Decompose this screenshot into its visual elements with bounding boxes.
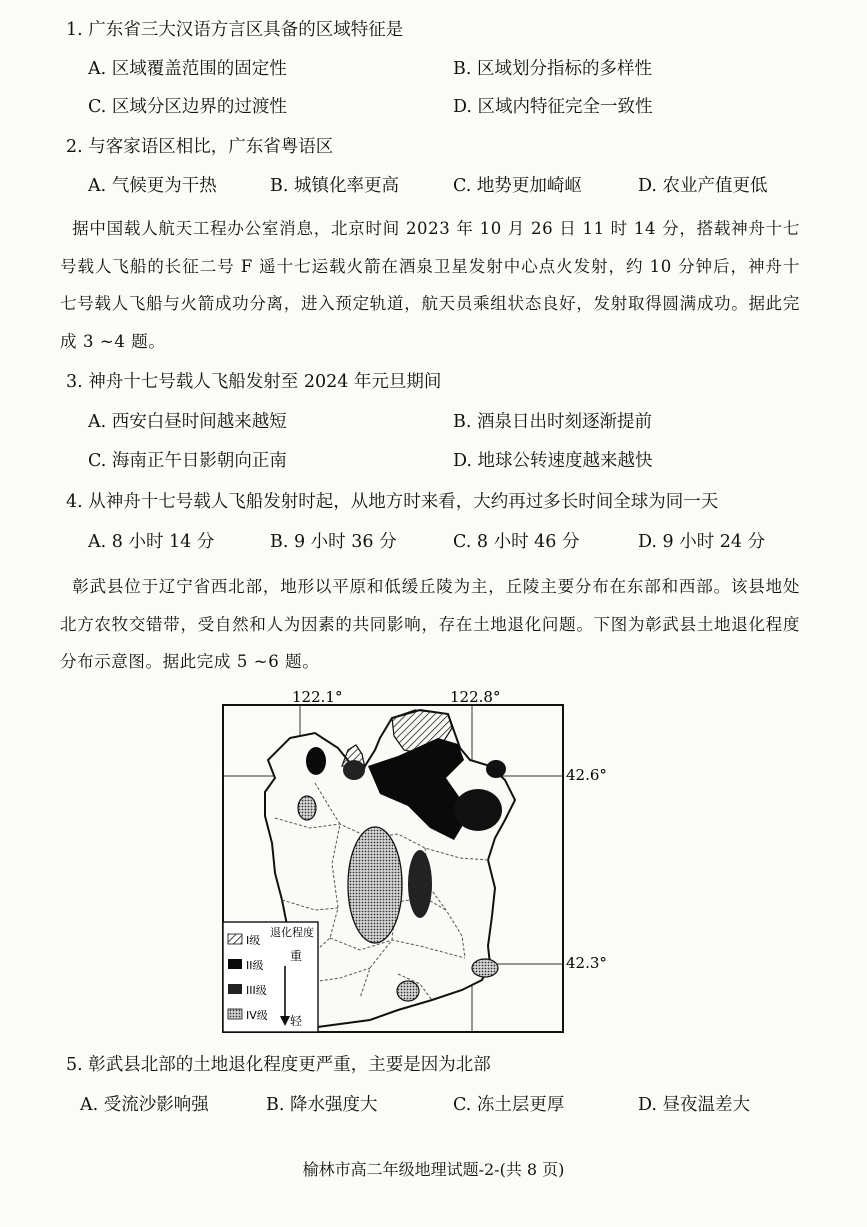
q3-option-b: B. 酒泉日出时刻逐渐提前 (453, 412, 652, 432)
q1-stem: 1. 广东省三大汉语方言区具备的区域特征是 (66, 20, 404, 40)
passage-zhangwu: 彰武县位于辽宁省西北部，地形以平原和低缓丘陵为主，丘陵主要分布在东部和西部。该县地处北方农牧交错带，受自然和人为因素的共同影响，存在土地退化问题。下图为彰武县土地退化程度分布示意图。据此完成 5 ~6 题。 (60, 577, 800, 671)
level-2-area-northwest (306, 747, 326, 775)
q1-option-b: B. 区域划分指标的多样性 (453, 59, 652, 79)
legend-level-2: II级 (246, 959, 264, 972)
q1-option-a: A. 区域覆盖范围的固定性 (88, 59, 287, 79)
legend-heavy-label: 重 (290, 949, 303, 963)
q2-option-c: C. 地势更加崎岖 (453, 176, 582, 196)
q5-option-d: D. 昼夜温差大 (638, 1095, 751, 1115)
level-4-area-west (298, 796, 316, 820)
q3-option-a: A. 西安白昼时间越来越短 (88, 412, 287, 432)
level-3-area-center (408, 850, 432, 918)
legend-light-label: 轻 (290, 1014, 303, 1028)
lon-label-122-1: 122.1° (292, 688, 343, 706)
lon-label-122-8: 122.8° (450, 688, 501, 706)
passage-shenzhou: 据中国载人航天工程办公室消息，北京时间 2023 年 10 月 26 日 11 时 14 分，搭载神舟十七号载人飞船的长征二号 F 遥十七运载火箭在酒泉卫星发射中心点火发射，约 10 分钟后，神舟十七号载人飞船与火箭成功分离，进入预定轨道，航天员乘组状态良好，发射取得圆满成功。据此完成 3 ~4 题。 (60, 219, 800, 351)
q2-option-d: D. 农业产值更低 (638, 176, 768, 196)
q1-option-c: C. 区域分区边界的过渡性 (88, 97, 287, 117)
q4-option-a: A. 8 小时 14 分 (88, 532, 215, 552)
lat-label-42-6: 42.6° (566, 766, 607, 784)
q3-option-c: C. 海南正午日影朝向正南 (88, 451, 287, 471)
q3-stem: 3. 神舟十七号载人飞船发射至 2024 年元旦期间 (66, 372, 442, 392)
level-3-area-east (454, 789, 502, 831)
q4-option-d: D. 9 小时 24 分 (638, 532, 766, 552)
legend-level-4: IV级 (246, 1009, 268, 1022)
legend-title: 退化程度 (270, 926, 314, 939)
q5-option-a: A. 受流沙影响强 (80, 1095, 209, 1115)
level-4-area-center (348, 827, 402, 943)
q4-option-b: B. 9 小时 36 分 (270, 532, 397, 552)
q5-option-c: C. 冻土层更厚 (453, 1095, 565, 1115)
q5-stem: 5. 彰武县北部的土地退化程度更严重，主要是因为北部 (66, 1055, 491, 1075)
q2-option-b: B. 城镇化率更高 (270, 176, 399, 196)
q2-stem: 2. 与客家语区相比，广东省粤语区 (66, 137, 334, 157)
lat-label-42-3: 42.3° (566, 954, 607, 972)
level-4-area-south (397, 981, 419, 1001)
q2-option-a: A. 气候更为干热 (88, 176, 217, 196)
legend-level-1: I级 (246, 934, 261, 947)
map-legend (223, 922, 318, 1032)
q4-stem: 4. 从神舟十七号载人飞船发射时起，从地方时来看，大约再过多长时间全球为同一天 (66, 492, 719, 512)
q1-option-d: D. 区域内特征完全一致性 (453, 97, 653, 117)
level-4-area-southeast (472, 959, 498, 977)
level-3-area-north-small (343, 760, 365, 780)
level-3-area-ne-small (486, 760, 506, 778)
page-footer: 榆林市高二年级地理试题-2-(共 8 页) (302, 1160, 565, 1179)
q3-option-d: D. 地球公转速度越来越快 (453, 451, 653, 471)
q5-option-b: B. 降水强度大 (266, 1095, 378, 1115)
q4-option-c: C. 8 小时 46 分 (453, 532, 580, 552)
legend-level-3: III级 (246, 984, 267, 997)
land-degradation-map (220, 688, 620, 1036)
